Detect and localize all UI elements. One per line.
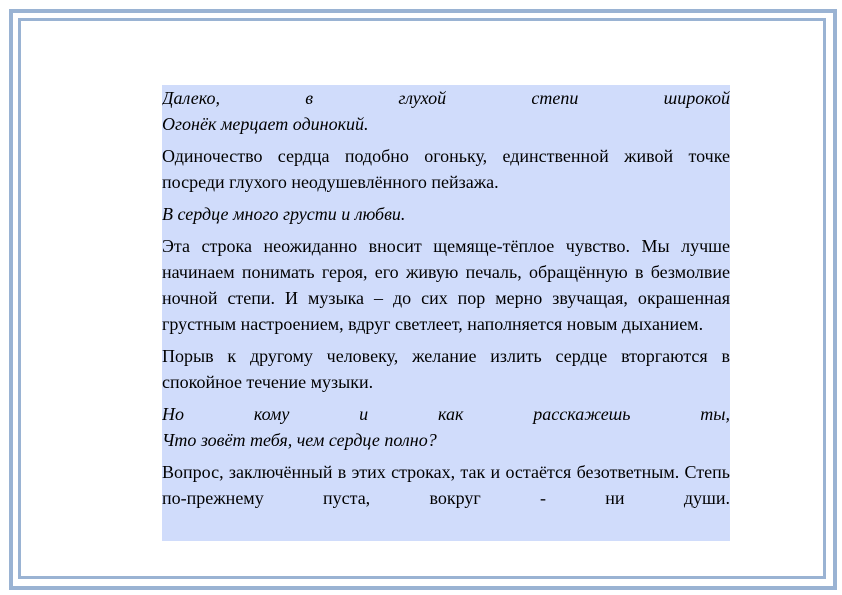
commentary-paragraph-4: Вопрос, заключённый в этих строках, так и остаётся безответным. Степь по-прежнему пуста, вокруг - ни души. [162,462,730,508]
commentary-paragraph-1: Одиночество сердца подобно огоньку, единственной живой точке посреди глухого неодушевлённого пейзажа. [162,146,730,192]
verse-quote-2 [162,201,730,227]
verse-line: Что зовёт тебя, чем сердце полно? [162,430,437,450]
verse-line: Далеко, в глухой степи широкой [162,88,730,108]
text-box [162,85,730,541]
commentary-paragraph-3: Порыв к другому человеку, желание излить сердце вторгаются в спокойное течение музыки. [162,346,730,392]
verse-line: В сердце много грусти и любви. [162,204,406,224]
commentary-paragraph-2: Эта строка неожиданно вносит щемяще-тёплое чувство. Мы лучше начинаем понимать героя, его живую печаль, обращённую в безмолвие ночной степи. И музыка – до сих пор мерно звучащая, окрашенная грустным настроением, вдруг светлеет, наполняется новым дыханием. [162,236,730,334]
verse-quote-1 [162,85,730,137]
verse-quote-3 [162,401,730,453]
verse-line: Огонёк мерцает одинокий. [162,114,369,134]
verse-line: Но кому и как расскажешь ты, [162,404,730,424]
